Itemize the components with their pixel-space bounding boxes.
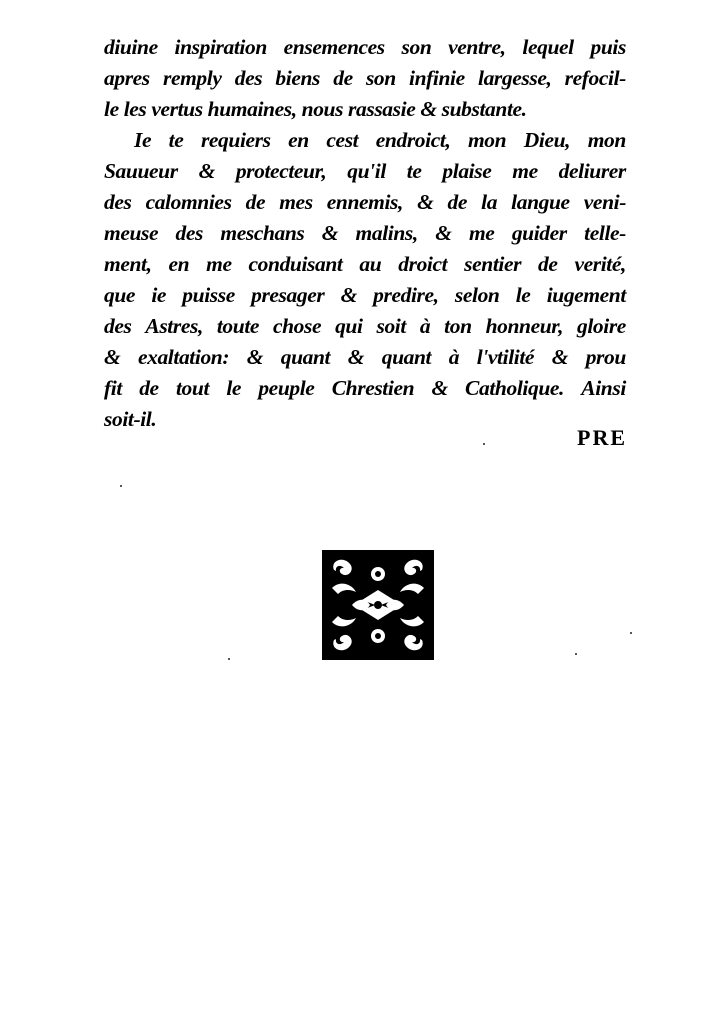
prayer-paragraph — [104, 32, 626, 435]
text-line-1: diuine inspiration ensemences son ventre, lequel puis — [104, 35, 626, 59]
scan-speck — [483, 443, 485, 445]
scan-speck — [630, 632, 632, 634]
text-line-6: des calomnies de mes ennemis, & de la langue veni- — [104, 190, 626, 214]
scan-speck — [120, 485, 122, 487]
text-line-9: que ie puisse presager & predire, selon le iugement — [104, 283, 626, 307]
catchword: PRE — [577, 425, 627, 450]
text-line-3: le les vertus humaines, nous rassasie & substante. — [104, 97, 527, 121]
text-line-5: Sauueur & protecteur, qu'il te plaise me deliurer — [104, 159, 626, 183]
text-line-4: Ie te requiers en cest endroict, mon Dieu, mon — [134, 128, 626, 152]
text-line-12: fit de tout le peuple Chrestien & Catholique. Ainsi — [104, 376, 626, 400]
text-line-8: ment, en me conduisant au droict sentier de verité, — [104, 252, 626, 276]
text-line-10: des Astres, toute chose qui soit à ton honneur, gloire — [104, 314, 626, 338]
text-line-7: meuse des meschans & malins, & me guider telle- — [104, 221, 626, 245]
text-line-13: soit-il. — [104, 407, 157, 431]
text-line-11: & exaltation: & quant & quant à l'vtilité & prou — [104, 345, 626, 369]
fleuron-ornament-icon — [322, 550, 434, 660]
scan-speck — [228, 658, 230, 660]
text-line-2: apres remply des biens de son infinie largesse, refocil- — [104, 66, 626, 90]
scan-speck — [575, 653, 577, 655]
